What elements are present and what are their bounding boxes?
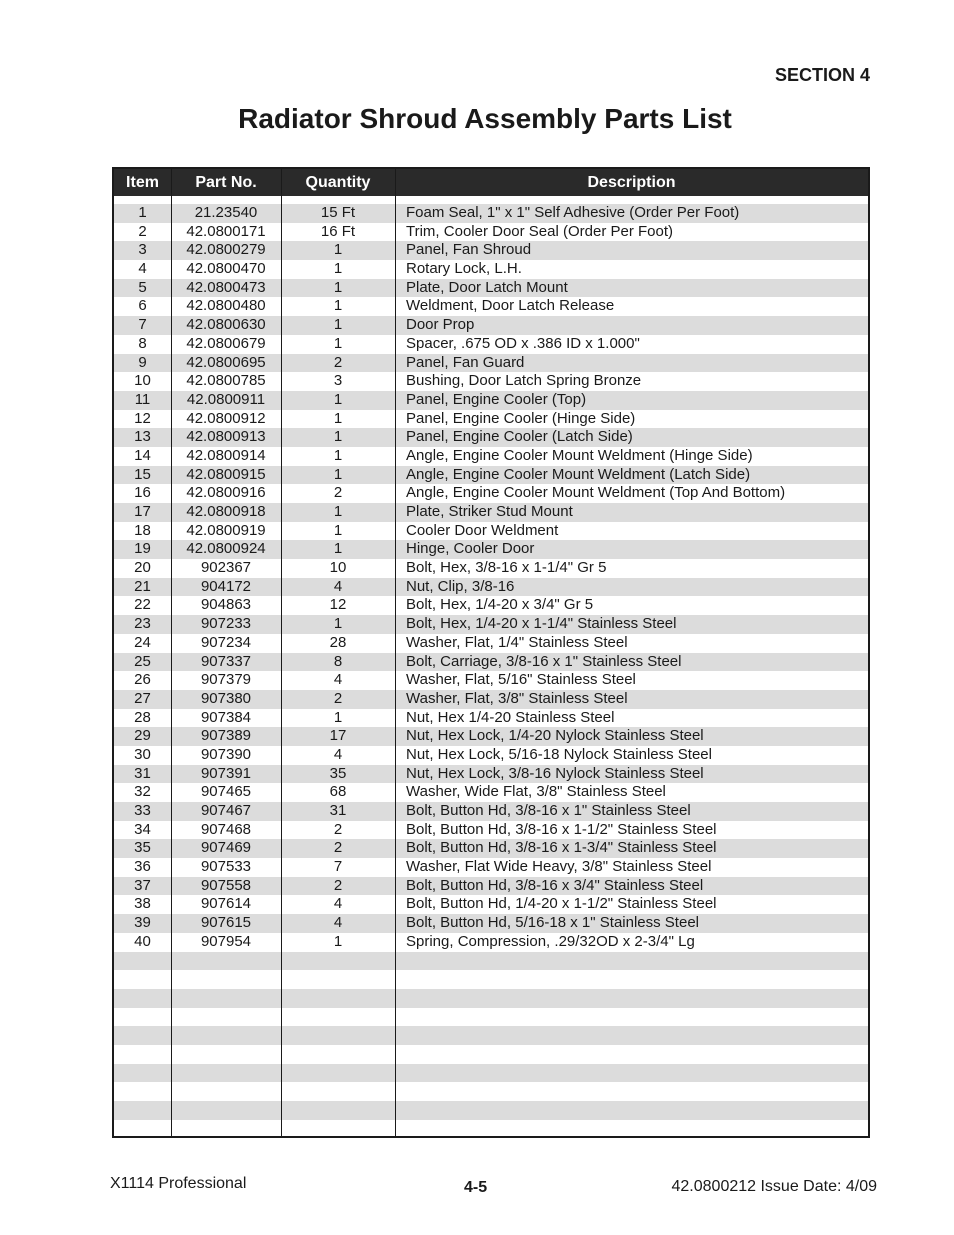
item-cell: 25 bbox=[134, 652, 151, 670]
table-row bbox=[114, 1082, 868, 1101]
quantity-cell bbox=[281, 1026, 395, 1045]
table-row bbox=[114, 466, 868, 485]
description-cell: Bushing, Door Latch Spring Bronze bbox=[406, 372, 642, 390]
table-row bbox=[114, 204, 868, 223]
description-cell bbox=[395, 1008, 868, 1027]
part-no-cell: 907533 bbox=[200, 858, 252, 876]
description-cell: Angle, Engine Cooler Mount Weldment (Top And Bottom) bbox=[406, 484, 786, 502]
description-cell: Door Prop bbox=[406, 316, 475, 334]
description-cell: Bolt, Hex, 1/4-20 x 1-1/4" Stainless Steel bbox=[406, 615, 677, 633]
part-no-cell bbox=[171, 1026, 281, 1045]
item-cell: 19 bbox=[134, 540, 151, 558]
part-no-cell: 42.0800911 bbox=[186, 390, 266, 408]
quantity-cell bbox=[281, 1064, 395, 1083]
part-no-cell bbox=[171, 952, 281, 971]
part-no-cell bbox=[171, 1082, 281, 1101]
item-cell bbox=[114, 970, 171, 989]
part-no-cell: 42.0800924 bbox=[186, 540, 266, 558]
description-cell: Panel, Engine Cooler (Latch Side) bbox=[406, 428, 633, 446]
part-no-cell: 907379 bbox=[200, 671, 252, 689]
description-cell: Panel, Engine Cooler (Top) bbox=[406, 390, 587, 408]
description-cell: Plate, Striker Stud Mount bbox=[406, 503, 573, 520]
table-row bbox=[114, 615, 868, 634]
part-no-cell: 907468 bbox=[200, 820, 252, 838]
description-cell: Angle, Engine Cooler Mount Weldment (Hinge Side) bbox=[406, 446, 753, 464]
table-row bbox=[114, 746, 868, 765]
quantity-cell: 17 bbox=[329, 727, 347, 745]
item-cell: 16 bbox=[134, 484, 151, 502]
quantity-cell bbox=[281, 1045, 395, 1064]
description-cell: Spring, Compression, .29/32OD x 2-3/4" Lg bbox=[406, 932, 695, 950]
parts-table bbox=[112, 167, 870, 1138]
part-no-cell bbox=[171, 1008, 281, 1027]
table-row bbox=[114, 952, 868, 971]
part-no-cell: 21.23540 bbox=[194, 204, 258, 221]
item-cell: 14 bbox=[134, 446, 151, 464]
part-no-cell: 42.0800914 bbox=[186, 446, 266, 464]
description-cell: Plate, Door Latch Mount bbox=[406, 278, 568, 296]
footer-page-number: 4-5 bbox=[464, 1179, 488, 1196]
quantity-cell: 1 bbox=[333, 241, 343, 259]
description-cell bbox=[395, 1101, 868, 1120]
item-cell: 40 bbox=[134, 932, 151, 950]
table-row bbox=[114, 316, 868, 335]
description-cell: Rotary Lock, L.H. bbox=[406, 260, 522, 278]
table-row bbox=[114, 372, 868, 391]
table-row bbox=[114, 241, 868, 260]
description-cell: Washer, Flat, 5/16" Stainless Steel bbox=[406, 671, 636, 689]
part-no-cell: 907615 bbox=[200, 914, 252, 932]
part-no-cell: 907233 bbox=[200, 615, 252, 633]
description-cell: Nut, Hex Lock, 1/4-20 Nylock Stainless Steel bbox=[406, 727, 704, 745]
quantity-cell: 1 bbox=[333, 409, 343, 427]
item-cell bbox=[114, 989, 171, 1008]
item-cell: 9 bbox=[138, 353, 147, 371]
item-cell bbox=[114, 1064, 171, 1083]
quantity-cell: 1 bbox=[333, 708, 343, 726]
quantity-cell: 15 Ft bbox=[320, 204, 356, 221]
description-cell: Washer, Flat, 1/4" Stainless Steel bbox=[406, 633, 628, 651]
description-cell: Panel, Fan Guard bbox=[406, 353, 525, 371]
column-divider bbox=[281, 169, 282, 1136]
item-cell bbox=[114, 1101, 171, 1120]
description-cell: Bolt, Hex, 1/4-20 x 3/4" Gr 5 bbox=[406, 596, 594, 614]
table-rows bbox=[114, 204, 868, 1138]
table-row bbox=[114, 821, 868, 840]
quantity-cell: 12 bbox=[329, 596, 347, 614]
part-no-cell bbox=[171, 1120, 281, 1138]
item-cell: 18 bbox=[134, 521, 151, 539]
part-no-cell: 907467 bbox=[200, 802, 252, 819]
quantity-cell: 4 bbox=[333, 745, 343, 763]
footer-model: X1114 Professional bbox=[110, 1175, 247, 1192]
page-title: Radiator Shroud Assembly Parts List bbox=[238, 103, 732, 134]
item-cell: 12 bbox=[134, 409, 151, 427]
quantity-cell: 35 bbox=[329, 764, 347, 782]
table-row bbox=[114, 1101, 868, 1120]
part-no-cell: 907337 bbox=[200, 652, 252, 670]
description-cell bbox=[395, 952, 868, 971]
item-cell: 38 bbox=[134, 895, 151, 913]
quantity-cell: 2 bbox=[333, 484, 343, 502]
description-cell: Washer, Flat, 3/8" Stainless Steel bbox=[406, 689, 628, 707]
quantity-cell: 10 bbox=[329, 559, 347, 577]
part-no-cell: 907469 bbox=[200, 839, 252, 857]
part-no-cell: 902367 bbox=[200, 559, 252, 577]
column-divider bbox=[171, 169, 172, 1136]
description-cell: Bolt, Button Hd, 3/8-16 x 1-3/4" Stainless Steel bbox=[406, 839, 717, 857]
table-row bbox=[114, 1045, 868, 1064]
table-row bbox=[114, 1008, 868, 1027]
part-no-cell: 904863 bbox=[200, 596, 252, 614]
quantity-cell: 31 bbox=[329, 802, 347, 819]
table-row bbox=[114, 895, 868, 914]
item-cell bbox=[114, 1008, 171, 1027]
item-cell: 34 bbox=[134, 820, 151, 838]
part-no-cell bbox=[171, 1101, 281, 1120]
quantity-cell: 1 bbox=[333, 334, 343, 352]
part-no-cell: 907380 bbox=[200, 689, 252, 707]
part-no-cell: 42.0800470 bbox=[186, 260, 266, 278]
description-cell bbox=[395, 1120, 868, 1138]
item-cell: 28 bbox=[134, 708, 151, 726]
quantity-cell: 1 bbox=[333, 316, 343, 334]
quantity-cell: 1 bbox=[333, 615, 343, 633]
quantity-cell: 2 bbox=[333, 839, 343, 857]
part-no-cell bbox=[171, 989, 281, 1008]
table-row bbox=[114, 410, 868, 429]
part-no-cell: 42.0800695 bbox=[186, 353, 266, 371]
quantity-cell bbox=[281, 1120, 395, 1138]
table-row bbox=[114, 522, 868, 541]
part-no-cell: 907234 bbox=[200, 633, 252, 651]
table-row bbox=[114, 858, 868, 877]
item-cell: 6 bbox=[138, 297, 147, 315]
quantity-cell: 1 bbox=[333, 465, 343, 483]
description-cell: Nut, Hex Lock, 3/8-16 Nylock Stainless Steel bbox=[406, 764, 704, 782]
quantity-cell: 1 bbox=[333, 428, 343, 446]
table-row bbox=[114, 933, 868, 952]
table-header bbox=[114, 169, 868, 196]
description-cell bbox=[395, 1064, 868, 1083]
quantity-cell: 28 bbox=[329, 633, 347, 651]
description-cell bbox=[395, 1082, 868, 1101]
item-cell bbox=[114, 1026, 171, 1045]
item-cell: 31 bbox=[134, 764, 151, 782]
table-row bbox=[114, 671, 868, 690]
item-cell: 39 bbox=[134, 914, 151, 932]
description-cell: Panel, Fan Shroud bbox=[406, 241, 532, 259]
item-cell: 35 bbox=[134, 839, 151, 857]
description-cell bbox=[395, 989, 868, 1008]
table-row bbox=[114, 765, 868, 784]
item-cell: 32 bbox=[134, 783, 151, 801]
part-no-cell: 907558 bbox=[200, 876, 252, 894]
description-cell: Spacer, .675 OD x .386 ID x 1.000" bbox=[406, 334, 640, 352]
quantity-cell: 68 bbox=[329, 783, 347, 801]
description-cell: Bolt, Button Hd, 3/8-16 x 1" Stainless Steel bbox=[406, 802, 691, 819]
item-cell: 10 bbox=[134, 372, 151, 390]
part-no-cell: 907384 bbox=[200, 708, 252, 726]
table-row bbox=[114, 690, 868, 709]
part-no-cell: 904172 bbox=[200, 577, 252, 595]
table-row bbox=[114, 989, 868, 1008]
table-row bbox=[114, 559, 868, 578]
quantity-cell: 2 bbox=[333, 353, 343, 371]
part-no-cell: 42.0800630 bbox=[186, 316, 266, 334]
table-row bbox=[114, 1120, 868, 1138]
part-no-cell: 42.0800473 bbox=[186, 278, 266, 296]
item-cell: 3 bbox=[138, 241, 147, 259]
part-no-cell: 907954 bbox=[200, 932, 252, 950]
item-cell: 1 bbox=[138, 204, 147, 221]
footer-issue-info: 42.0800212 Issue Date: 4/09 bbox=[671, 1178, 877, 1195]
item-cell: 24 bbox=[134, 633, 151, 651]
item-cell: 27 bbox=[134, 689, 151, 707]
quantity-cell: 2 bbox=[333, 689, 343, 707]
description-cell: Washer, Wide Flat, 3/8" Stainless Steel bbox=[406, 783, 666, 801]
table-row bbox=[114, 970, 868, 989]
quantity-cell: 1 bbox=[333, 503, 343, 520]
quantity-cell bbox=[281, 1008, 395, 1027]
quantity-cell: 3 bbox=[333, 372, 343, 390]
column-header-item: Item bbox=[126, 174, 159, 191]
quantity-cell: 1 bbox=[333, 390, 343, 408]
description-cell: Bolt, Carriage, 3/8-16 x 1" Stainless Steel bbox=[406, 652, 682, 670]
item-cell: 2 bbox=[138, 222, 147, 240]
description-cell: Bolt, Button Hd, 3/8-16 x 3/4" Stainless Steel bbox=[406, 876, 704, 894]
description-cell: Angle, Engine Cooler Mount Weldment (Latch Side) bbox=[406, 465, 751, 483]
table-row bbox=[114, 877, 868, 896]
quantity-cell bbox=[281, 989, 395, 1008]
table-row bbox=[114, 447, 868, 466]
description-cell: Bolt, Hex, 3/8-16 x 1-1/4" Gr 5 bbox=[406, 559, 607, 577]
description-cell: Panel, Engine Cooler (Hinge Side) bbox=[406, 409, 636, 427]
table-row bbox=[114, 279, 868, 298]
table-row bbox=[114, 503, 868, 522]
table-row bbox=[114, 709, 868, 728]
quantity-cell: 4 bbox=[333, 914, 343, 932]
part-no-cell: 907614 bbox=[200, 895, 252, 913]
table-row bbox=[114, 783, 868, 802]
part-no-cell: 42.0800916 bbox=[186, 484, 266, 502]
description-cell: Foam Seal, 1" x 1" Self Adhesive (Order Per Foot) bbox=[406, 204, 740, 221]
description-cell: Bolt, Button Hd, 1/4-20 x 1-1/2" Stainless Steel bbox=[406, 895, 717, 913]
table-top-spacer bbox=[114, 196, 868, 204]
item-cell: 26 bbox=[134, 671, 151, 689]
item-cell: 20 bbox=[134, 559, 151, 577]
description-cell bbox=[395, 1045, 868, 1064]
table-row bbox=[114, 578, 868, 597]
item-cell: 17 bbox=[134, 503, 151, 520]
item-cell: 30 bbox=[134, 745, 151, 763]
part-no-cell bbox=[171, 970, 281, 989]
quantity-cell bbox=[281, 952, 395, 971]
part-no-cell: 42.0800912 bbox=[186, 409, 266, 427]
description-cell bbox=[395, 1026, 868, 1045]
quantity-cell: 1 bbox=[333, 540, 343, 558]
table-row bbox=[114, 727, 868, 746]
part-no-cell bbox=[171, 1064, 281, 1083]
quantity-cell: 1 bbox=[333, 260, 343, 278]
item-cell: 29 bbox=[134, 727, 151, 745]
description-cell: Nut, Hex Lock, 5/16-18 Nylock Stainless Steel bbox=[406, 745, 712, 763]
part-no-cell: 42.0800915 bbox=[186, 465, 266, 483]
quantity-cell: 8 bbox=[333, 652, 343, 670]
description-cell: Weldment, Door Latch Release bbox=[406, 297, 615, 315]
item-cell: 13 bbox=[134, 428, 151, 446]
item-cell bbox=[114, 952, 171, 971]
item-cell: 33 bbox=[134, 802, 151, 819]
column-header-part-no: Part No. bbox=[195, 174, 257, 191]
quantity-cell: 4 bbox=[333, 671, 343, 689]
item-cell: 4 bbox=[138, 260, 147, 278]
description-cell: Bolt, Button Hd, 5/16-18 x 1" Stainless Steel bbox=[406, 914, 699, 932]
table-row bbox=[114, 540, 868, 559]
table-row bbox=[114, 335, 868, 354]
column-divider bbox=[395, 169, 396, 1136]
description-cell bbox=[395, 970, 868, 989]
item-cell: 15 bbox=[134, 465, 151, 483]
quantity-cell: 2 bbox=[333, 876, 343, 894]
item-cell bbox=[114, 1082, 171, 1101]
item-cell: 36 bbox=[134, 858, 151, 876]
column-header-quantity: Quantity bbox=[305, 174, 371, 191]
table-row bbox=[114, 354, 868, 373]
quantity-cell: 2 bbox=[333, 820, 343, 838]
table-row bbox=[114, 596, 868, 615]
quantity-cell bbox=[281, 970, 395, 989]
item-cell: 23 bbox=[134, 615, 151, 633]
table-row bbox=[114, 1064, 868, 1083]
description-cell: Hinge, Cooler Door bbox=[406, 540, 535, 558]
quantity-cell: 7 bbox=[333, 858, 343, 876]
table-row bbox=[114, 223, 868, 242]
quantity-cell: 1 bbox=[333, 278, 343, 296]
column-header-description: Description bbox=[587, 174, 676, 191]
item-cell: 11 bbox=[134, 390, 151, 408]
quantity-cell: 1 bbox=[333, 932, 343, 950]
table-row bbox=[114, 653, 868, 672]
table-row bbox=[114, 914, 868, 933]
quantity-cell: 4 bbox=[333, 895, 343, 913]
item-cell: 37 bbox=[134, 876, 151, 894]
part-no-cell: 42.0800785 bbox=[186, 372, 266, 390]
item-cell: 22 bbox=[134, 596, 151, 614]
description-cell: Bolt, Button Hd, 3/8-16 x 1-1/2" Stainless Steel bbox=[406, 820, 717, 838]
part-no-cell bbox=[171, 1045, 281, 1064]
quantity-cell: 16 Ft bbox=[320, 222, 356, 240]
table-row bbox=[114, 802, 868, 821]
item-cell: 7 bbox=[138, 316, 147, 334]
part-no-cell: 42.0800918 bbox=[186, 503, 266, 520]
part-no-cell: 907391 bbox=[200, 764, 252, 782]
description-cell: Nut, Hex 1/4-20 Stainless Steel bbox=[406, 708, 615, 726]
part-no-cell: 907389 bbox=[200, 727, 252, 745]
table-row bbox=[114, 297, 868, 316]
part-no-cell: 42.0800279 bbox=[186, 241, 266, 259]
quantity-cell: 1 bbox=[333, 521, 343, 539]
table-row bbox=[114, 260, 868, 279]
item-cell: 5 bbox=[138, 278, 147, 296]
part-no-cell: 42.0800919 bbox=[186, 521, 266, 539]
table-row bbox=[114, 1026, 868, 1045]
description-cell: Washer, Flat Wide Heavy, 3/8" Stainless Steel bbox=[406, 858, 712, 876]
item-cell: 21 bbox=[134, 577, 151, 595]
part-no-cell: 42.0800171 bbox=[186, 222, 266, 240]
quantity-cell: 1 bbox=[333, 446, 343, 464]
table-row bbox=[114, 634, 868, 653]
quantity-cell: 1 bbox=[333, 297, 343, 315]
quantity-cell: 4 bbox=[333, 577, 343, 595]
item-cell bbox=[114, 1045, 171, 1064]
description-cell: Cooler Door Weldment bbox=[406, 521, 559, 539]
table-body bbox=[114, 196, 868, 1136]
quantity-cell bbox=[281, 1101, 395, 1120]
item-cell bbox=[114, 1120, 171, 1138]
table-row bbox=[114, 391, 868, 410]
part-no-cell: 907390 bbox=[200, 745, 252, 763]
item-cell: 8 bbox=[138, 334, 147, 352]
quantity-cell bbox=[281, 1082, 395, 1101]
part-no-cell: 42.0800913 bbox=[186, 428, 266, 446]
description-cell: Nut, Clip, 3/8-16 bbox=[406, 577, 515, 595]
table-row bbox=[114, 428, 868, 447]
section-label: SECTION 4 bbox=[774, 65, 870, 85]
description-cell: Trim, Cooler Door Seal (Order Per Foot) bbox=[406, 222, 674, 240]
part-no-cell: 42.0800480 bbox=[186, 297, 266, 315]
table-row bbox=[114, 484, 868, 503]
part-no-cell: 907465 bbox=[200, 783, 252, 801]
table-row bbox=[114, 839, 868, 858]
part-no-cell: 42.0800679 bbox=[186, 334, 266, 352]
